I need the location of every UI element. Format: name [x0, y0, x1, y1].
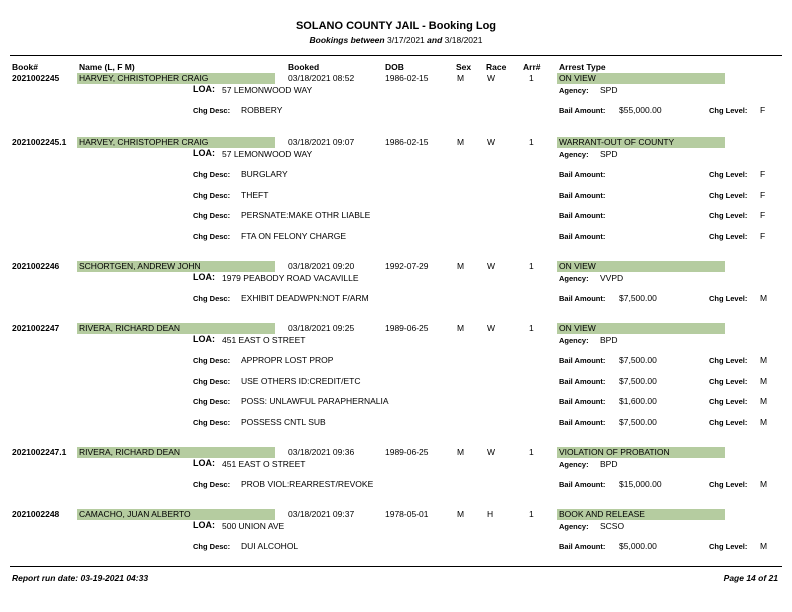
charge-description: PROB VIOL:REARREST/REVOKE — [241, 479, 374, 489]
bail-amount: $7,500.00 — [619, 375, 657, 386]
chg-desc-label: Chg Desc: — [193, 542, 231, 551]
charge-description: FTA ON FELONY CHARGE — [241, 230, 347, 241]
bail-amount: $7,500.00 — [619, 355, 657, 365]
agency: BPD — [600, 459, 618, 469]
charge-description: BURGLARY — [241, 169, 288, 179]
charge-level: F — [760, 210, 766, 220]
chg-desc-label: Chg Desc: — [193, 397, 231, 406]
report-subtitle — [0, 35, 792, 45]
loa-address: 451 EAST O STREET — [222, 459, 306, 469]
sex: M — [457, 261, 465, 271]
loa-address: 57 LEMONWOOD WAY — [222, 149, 313, 159]
dob: 1992-07-29 — [385, 261, 429, 271]
charge-level: M — [760, 396, 768, 406]
loa-address: 451 EAST O STREET — [222, 335, 306, 345]
bail-amount-label: Bail Amount: — [559, 480, 606, 489]
page-number: Page 14 of 21 — [723, 573, 778, 583]
arrest-type: VIOLATION OF PROBATION — [557, 447, 725, 458]
bail-amount: $5,000.00 — [619, 541, 657, 551]
agency: SCSO — [600, 521, 625, 531]
agency-label: Agency: — [559, 460, 589, 469]
agency: SPD — [600, 85, 618, 95]
booked-datetime: 03/18/2021 09:20 — [288, 261, 355, 271]
chg-level-label: Chg Level: — [709, 211, 748, 220]
charge-description: EXHIBIT DEADWPN:NOT F/ARM — [241, 293, 369, 303]
charge-level: M — [760, 541, 768, 551]
charge-description: POSS: UNLAWFUL PARAPHERNALIA — [241, 396, 389, 406]
charge-description: USE OTHERS ID:CREDIT/ETC — [241, 375, 361, 386]
charge-description: ROBBERY — [241, 105, 283, 115]
booked-datetime: 03/18/2021 09:37 — [288, 509, 355, 519]
dob: 1986-02-15 — [385, 73, 429, 83]
chg-level-label: Chg Level: — [709, 190, 748, 200]
bail-amount-label: Bail Amount: — [559, 231, 606, 241]
chg-desc-label: Chg Desc: — [193, 376, 231, 386]
arrest-type: ON VIEW — [557, 261, 725, 272]
dob: 1989-06-25 — [385, 323, 429, 333]
agency-label: Agency: — [559, 336, 589, 345]
book-number: 2021002246 — [12, 261, 60, 271]
chg-level-label: Chg Level: — [709, 376, 748, 386]
arrest-number: 1 — [529, 73, 534, 83]
sex: M — [457, 137, 465, 147]
booked-datetime: 03/18/2021 09:07 — [288, 137, 355, 147]
charge-level: M — [760, 293, 768, 303]
charge-level: F — [760, 105, 766, 115]
chg-desc-label: Chg Desc: — [193, 294, 231, 303]
race: W — [487, 137, 496, 147]
arrest-number: 1 — [529, 261, 534, 271]
charge-level: M — [760, 416, 768, 427]
booked-datetime: 03/18/2021 09:36 — [288, 447, 355, 457]
sex: M — [457, 73, 465, 83]
booked-datetime: 03/18/2021 09:25 — [288, 323, 355, 333]
col-booked: Booked — [288, 62, 320, 72]
charge-level: F — [760, 169, 766, 179]
chg-level-label: Chg Level: — [709, 231, 748, 241]
chg-level-label: Chg Level: — [709, 356, 748, 365]
col-race: Race — [486, 62, 507, 72]
loa-address: 500 UNION AVE — [222, 521, 285, 531]
loa-label: LOA: — [193, 272, 215, 282]
charge-description: PERSNATE:MAKE OTHR LIABLE — [241, 210, 371, 220]
arrest-type: WARRANT-OUT OF COUNTY — [557, 137, 725, 148]
book-number: 2021002247.1 — [12, 447, 67, 457]
agency: VVPD — [600, 273, 624, 283]
loa-label: LOA: — [193, 334, 215, 344]
race: H — [487, 509, 494, 519]
chg-level-label: Chg Level: — [709, 397, 748, 406]
loa-label: LOA: — [193, 84, 215, 94]
subtitle-and: and — [427, 35, 443, 45]
loa-label: LOA: — [193, 520, 215, 530]
sex: M — [457, 323, 465, 333]
report-run-date: Report run date: 03-19-2021 04:33 — [12, 573, 149, 583]
charge-level: F — [760, 230, 766, 241]
col-name: Name (L, F M) — [79, 62, 135, 72]
chg-desc-label: Chg Desc: — [193, 211, 231, 220]
col-book: Book# — [12, 62, 38, 72]
inmate-name: CAMACHO, JUAN ALBERTO — [77, 509, 275, 520]
bail-amount-label: Bail Amount: — [559, 106, 606, 115]
inmate-name: HARVEY, CHRISTOPHER CRAIG — [77, 73, 275, 84]
col-sex: Sex — [456, 62, 472, 72]
charge-level: F — [760, 189, 766, 200]
book-number: 2021002247 — [12, 323, 60, 333]
dob: 1978-05-01 — [385, 509, 429, 519]
book-number: 2021002248 — [12, 509, 60, 519]
loa-address: 57 LEMONWOOD WAY — [222, 85, 313, 95]
agency-label: Agency: — [559, 274, 589, 283]
chg-desc-label: Chg Desc: — [193, 190, 231, 200]
sex: M — [457, 447, 465, 457]
agency-label: Agency: — [559, 150, 589, 159]
inmate-name: RIVERA, RICHARD DEAN — [77, 447, 275, 458]
col-arr: Arr# — [523, 62, 541, 72]
report-title: SOLANO COUNTY JAIL - Booking Log — [295, 20, 497, 32]
chg-desc-label: Chg Desc: — [193, 417, 231, 427]
col-arrest-type: Arrest Type — [559, 62, 606, 72]
bail-amount-label: Bail Amount: — [559, 211, 606, 220]
bail-amount-label: Bail Amount: — [559, 294, 606, 303]
race: W — [487, 73, 496, 83]
arrest-number: 1 — [529, 509, 534, 519]
header-rule — [10, 55, 782, 56]
charge-level: M — [760, 479, 768, 489]
inmate-name: RIVERA, RICHARD DEAN — [77, 323, 275, 334]
chg-level-label: Chg Level: — [709, 480, 748, 489]
charge-description: THEFT — [241, 189, 269, 200]
chg-level-label: Chg Level: — [709, 106, 748, 115]
charge-description: POSSESS CNTL SUB — [241, 416, 326, 427]
race: W — [487, 447, 496, 457]
bail-amount-label: Bail Amount: — [559, 356, 606, 365]
chg-desc-label: Chg Desc: — [193, 106, 231, 115]
dob: 1986-02-15 — [385, 137, 429, 147]
date-to: 3/18/2021 — [444, 35, 483, 45]
bail-amount: $1,600.00 — [619, 396, 657, 406]
charge-level: M — [760, 375, 768, 386]
bail-amount-label: Bail Amount: — [559, 190, 606, 200]
chg-level-label: Chg Level: — [709, 294, 748, 303]
subtitle-prefix: Bookings between — [309, 35, 385, 45]
book-number: 2021002245.1 — [12, 137, 67, 147]
date-from: 3/17/2021 — [386, 35, 425, 45]
chg-desc-label: Chg Desc: — [193, 170, 231, 179]
agency-label: Agency: — [559, 86, 589, 95]
bail-amount-label: Bail Amount: — [559, 170, 606, 179]
loa-address: 1979 PEABODY ROAD VACAVILLE — [222, 273, 359, 283]
book-number: 2021002245 — [12, 73, 60, 83]
arrest-number: 1 — [529, 137, 534, 147]
arrest-type: BOOK AND RELEASE — [557, 509, 725, 520]
bail-amount-label: Bail Amount: — [559, 376, 606, 386]
bail-amount-label: Bail Amount: — [559, 542, 606, 551]
arrest-type: ON VIEW — [557, 73, 725, 84]
inmate-name: SCHORTGEN, ANDREW JOHN — [77, 261, 275, 272]
inmate-name: HARVEY, CHRISTOPHER CRAIG — [77, 137, 275, 148]
agency: BPD — [600, 335, 618, 345]
bail-amount-label: Bail Amount: — [559, 397, 606, 406]
col-dob: DOB — [385, 62, 404, 72]
arrest-number: 1 — [529, 447, 534, 457]
race: W — [487, 323, 496, 333]
race: W — [487, 261, 496, 271]
dob: 1989-06-25 — [385, 447, 429, 457]
chg-level-label: Chg Level: — [709, 417, 748, 427]
chg-desc-label: Chg Desc: — [193, 231, 231, 241]
agency-label: Agency: — [559, 522, 589, 531]
bail-amount: $15,000.00 — [619, 479, 662, 489]
bail-amount: $55,000.00 — [619, 105, 662, 115]
chg-level-label: Chg Level: — [709, 542, 748, 551]
footer-rule — [10, 566, 782, 567]
charge-description: APPROPR LOST PROP — [241, 355, 334, 365]
charge-level: M — [760, 355, 768, 365]
chg-desc-label: Chg Desc: — [193, 356, 231, 365]
booked-datetime: 03/18/2021 08:52 — [288, 73, 355, 83]
chg-level-label: Chg Level: — [709, 170, 748, 179]
loa-label: LOA: — [193, 148, 215, 158]
bail-amount: $7,500.00 — [619, 293, 657, 303]
loa-label: LOA: — [193, 458, 215, 468]
bail-amount-label: Bail Amount: — [559, 417, 606, 427]
bail-amount: $7,500.00 — [619, 416, 657, 427]
charge-description: DUI ALCOHOL — [241, 541, 299, 551]
chg-desc-label: Chg Desc: — [193, 480, 231, 489]
arrest-number: 1 — [529, 323, 534, 333]
agency: SPD — [600, 149, 618, 159]
arrest-type: ON VIEW — [557, 323, 725, 334]
sex: M — [457, 509, 465, 519]
